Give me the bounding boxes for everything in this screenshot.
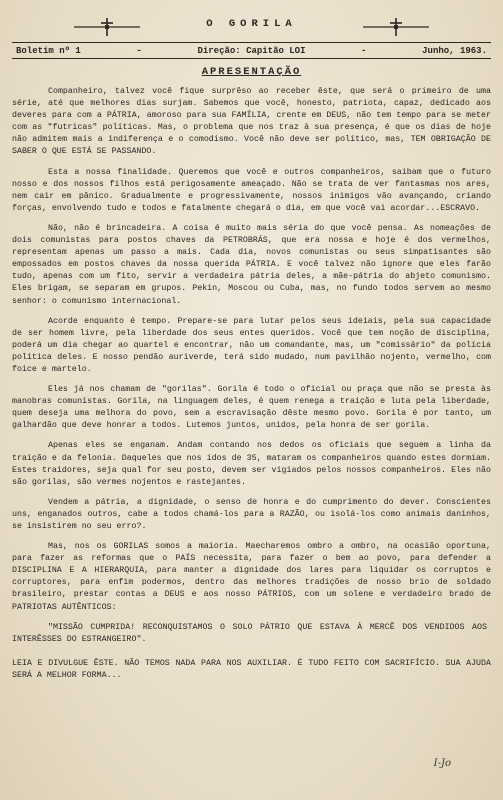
paragraph: Esta a nossa finalidade. Queremos que você e outros companheiros, saibam que o futuro nosso e dos nossos filhos está perigosamente ameaçado. Não se trata de ver fantasmas nos ares, nem cair em pânico. Gradualmente e progressivamente, nossos inimigos vão avançando, criando forças, envolvendo tudo e todos e fatalmente chegará o dia, em que você vai acordar...ESCRAVO. <box>12 167 491 213</box>
bulletin-number: Boletim nº 1 <box>16 46 81 56</box>
direction: Direção: Capitão LOI <box>197 46 306 56</box>
separator: - <box>136 46 142 56</box>
section-title: APRESENTAÇÃO <box>201 66 302 78</box>
paragraph: Acorde enquanto é tempo. Prepare-se para lutar pelos seus ideiais, pela sua capacidade de ser homem livre, pela liberdade dos seus entes queridos. Você que tem noção de disciplina, poderá um dia chegar ao quartel e encontrar, não um comandante, mas, um "comissário" da polícia política deles. E nosso pendão auriverde, terá sido mudado, num pavilhão nojento, vermelho, com foice e martelo. <box>12 316 491 374</box>
paragraph: Companheiro, talvez você fique surprêso ao receber êste, que será o primeiro de uma série, até que melhores dias surjam. Sabemos que você, honesto, patriota, capaz, dedicado aos deveres para com a PÁTRIA, amoroso para sua FAMÍLIA, crente em DEUS, não tem tempo para se meter com as "futricas" políticas. Mas, o problema que nos traz à sua presença, é que os dias de hoje não admitem mais a indiferença e o comodismo. Você não deve ser político, mas, TEM OBRIGAÇÃO DE SABER O QUE ESTÁ SE PASSANDO. <box>12 87 491 157</box>
paragraph: Apenas eles se enganam. Andam contando nos dedos os oficiais que seguem a linha da traição e da felonia. Daqueles que nos idos de 35, mataram os companheiros quando estes dormiam. Estes traidores, seja qual for seu posto, devem ser vigiados pelos nossos companheiros. Eles não são gorilas, são vermes nojentos e rastejantes. <box>12 441 491 487</box>
paragraph: Vendem a pátria, a dignidade, o senso de honra e do cumprimento do dever. Conscientes uns, enganados outros, cabe a todos chamá-los para a RAZÃO, ou isolá-los como animais daninhos, se insistirem no seu erro?. <box>12 497 491 531</box>
paragraph: Mas, nos os GORILAS somos a maioria. Maecharemos ombro a ombro, na ocasião oportuna, para fazer as reformas que o PAÍS necessita, para fazer o bem ao povo, para defender a DISCIPLINA E A HIERARQUIA, para manter a dignidade dos lares para liquidar os corruptos e corruptores, para enfim podermos, dentro das melhores tradições de nosso brio de soldado brasileiro, prestar contas a DEUS e aos nosso PÁTRIOS, com um solene e verdadeiro brado de PATRIOTAS AUTÊNTICOS: <box>12 542 491 612</box>
footer-note: LEIA E DIVULGUE ÊSTE. NÃO TEMOS NADA PARA NOS AUXILIAR. É TUDO FEITO COM SACRIFÍCIO. SUA AJUDA SERÁ A MELHOR FORMA... <box>12 658 491 680</box>
sword-emblem-icon <box>361 16 431 38</box>
separator: - <box>361 46 367 56</box>
bulletin-info-row <box>12 43 491 58</box>
paragraph: Eles já nos chamam de "gorilas". Gorila é todo o oficial ou praça que não se presta às manobras comunistas. Gorila, na linguagem deles, é quem renega a traição e luta pela liberdade, quem deseja uma melhora do povo, sem a escravisação dêste mesmo povo. Gorila é por tanto, um galhardão que deve honrar a todos. Lutemos juntos, unidos, pela honra de ser gorila. <box>12 385 491 431</box>
paragraph: Não, não é brincadeira. A coisa é muito mais séria do que você pensa. As nomeações de dois comunistas para postos chaves da PETROBRÁS, que era nossa e hoje é dos vermelhos, representam apenas um passo a mais. Cada dia, novos comunistas ou seus simpatisantes são empossados em postos chaves da nossa querida PÁTRIA. E você talvez não ignore que eles farão tudo, apenas com um fito, servir a verdadeira pátria deles, a mãe-pátria do abjeto comunismo. Eles brigam, se separam em grupos. Pekin, Moscou ou Cuba, mas, no fundo todos servem ao mesmo senhor: o comunismo internacional. <box>12 223 491 306</box>
closing-quote: "MISSÃO CUMPRIDA! RECONQUISTAMOS O SOLO PÁTRIO QUE ESTAVA À MERCÊ DOS VENDIDOS AOS INTERÊSSES DO ESTRANGEIRO". <box>12 622 487 644</box>
masthead <box>12 10 491 42</box>
newsletter-title: O GORILA <box>206 18 297 30</box>
header-rule-bottom <box>12 58 491 59</box>
issue-date: Junho, 1963. <box>422 46 487 56</box>
handwritten-signature: I-Jo <box>433 758 451 769</box>
